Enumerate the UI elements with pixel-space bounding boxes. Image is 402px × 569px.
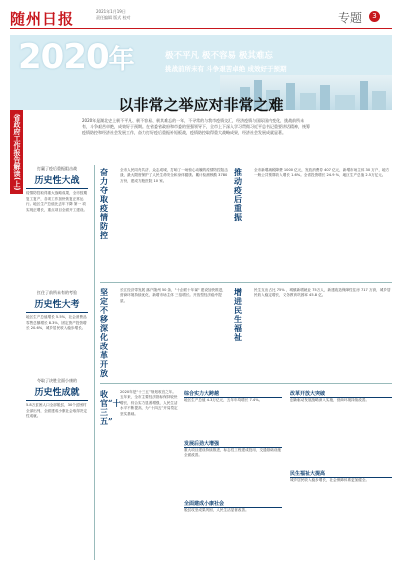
divider [26, 400, 88, 401]
panel-text: 全市人民同舟共济、众志成城，打响了一场惊心动魄的疫情防控阻击战，最大限度保护了人民生命安全和身体健康。累计检测核酸 3780万份，建成方舱医院 10 家。 [120, 168, 228, 183]
box-title: 改革开放大突破 [290, 391, 326, 397]
nav-section-text: 5.8万贫困人口全部脱贫，30个贫困村全部出列，全面建成小康社会取得决定性成就。 [26, 403, 88, 419]
panel-title: 奋力夺取疫情防控 [100, 167, 108, 240]
banner-year-number: 2020 [18, 37, 109, 77]
panel-title: 收官“十三五” [100, 389, 121, 426]
panel-text: 全市新增减税降费 1000 亿元，发放消费券 407 亿元，新增市场主体 30 万户，地方一般公共预算收入增长 1.6%。全省投资增长 24.9 %，地区生产总值 2.5万亿元。 [254, 168, 390, 178]
panel-title: 增进民生福祉 [234, 287, 242, 342]
box-welfare [290, 470, 392, 483]
box-text: 城乡居民收入稳步增长，社会保障体系更加健全。 [290, 478, 370, 482]
row-divider [100, 282, 392, 283]
divider [26, 312, 88, 313]
masthead-editors: 责任编辑 版式 校对 [96, 15, 131, 20]
box-strength [184, 390, 282, 403]
column-divider [94, 165, 95, 560]
nav-section-head: 扛住了前所未有的考验 [37, 290, 77, 295]
divider [26, 188, 88, 189]
panel-text: 民生支出占比 75% ，城镇新增就业 75万人，新建改造保障性住房 717 万套，城乡居民收入稳定增长，义务教育巩固率 45.8 亿。 [254, 288, 391, 298]
nav-section-title: 历史性成就 [34, 388, 80, 398]
masthead-meta [96, 9, 266, 21]
row-divider [100, 383, 392, 384]
nav-section-2 [26, 290, 88, 332]
panel-recovery [234, 168, 392, 278]
panel-text: 2020年是“十三五”规划收官之年。五年来，全市主要经济指标保持较快增长，综合实力显著增强，人民生活水平不断提高，为“十四五”开局奠定坚实基础。 [120, 390, 178, 416]
nav-section-title: 历史性大考 [34, 300, 80, 310]
panel-epidemic-control [100, 168, 228, 278]
nav-section-1 [26, 166, 88, 213]
panel-13th-plan [100, 390, 178, 560]
banner-year-suffix: 年 [108, 45, 134, 75]
side-label [10, 110, 23, 194]
nav-section-text: 地区生产总值增长 5.5%，社会消费品零售总额增长 8.3%，固定资产投资增长 20.6%，城乡居民收入稳步增长。 [26, 315, 87, 331]
panel-livelihood [234, 288, 392, 378]
nav-section-3 [26, 378, 88, 420]
box-title: 民生福祉大提高 [290, 471, 326, 477]
intro-paragraph: 2020年是湖北史上极不平凡、极不容易、极其难忘的一年，不寻常的与我市疫情交汇，经济疫情与国际国内变化，挑战前所未有，斗争艰苦卓绝，成效好于预期。在省委省政府和市委的坚强领导下，全市上下深入学习贯彻习近平总书记重要讲话精神，统筹疫情防控和经济社会发展工作，奋力打好疫后重振补短板战，疫情防控取得重大战略成果，经济社会发展成就显著。 [82, 118, 310, 135]
panel-title: 推动疫后重振 [234, 167, 242, 222]
newspaper-logo: 随州日报 [10, 10, 75, 28]
panel-text: 长江经济带发展 落户随州 50 条，"十企联十年谋" 建设加快推进，营商环境持续优化，新增市场主体 三倍增长。开放型经济稳中提质。 [120, 288, 226, 303]
panel-title: 坚定不移深化改革开放 [100, 287, 108, 378]
box-text: 重大项目建设持续推进，标志性工程建成投用，交通基础设施全面改善。 [184, 448, 282, 458]
side-label-text: 省政府工作报告解读(上) [13, 114, 21, 191]
box-text: 地区生产总值 4.3万亿元，五年年均增长 7.4%。 [184, 398, 263, 402]
section-name: 专题 [337, 11, 362, 25]
box-prosperity [184, 500, 282, 513]
nav-section-head: 打赢了疫后重振阻击战 [37, 166, 77, 171]
box-reform [290, 390, 392, 403]
nav-section-title: 历史性大战 [34, 176, 80, 186]
box-text: 创新驱动发展战略深入实施，营商环境持续改善。 [290, 398, 370, 402]
masthead-date: 2021年1月19日 [96, 9, 126, 14]
page-title: 以非常之举应对非常之难 [118, 96, 284, 114]
box-momentum [184, 440, 282, 459]
box-text: 脱贫攻坚成果巩固，人民生活显著改善。 [184, 508, 249, 512]
box-title: 发展后劲大增强 [184, 441, 220, 447]
page-number-badge: 3 [369, 11, 380, 22]
masthead [10, 6, 392, 29]
banner-slogan-1: 极不平凡 极不容易 极其难忘 [165, 51, 273, 61]
box-title: 全面建成小康社会 [184, 501, 225, 507]
panel-reform [100, 288, 228, 378]
banner-slogan-2: 挑战前所未有 斗争艰苦卓绝 成效好于预期 [165, 65, 287, 73]
nav-section-head: 夺取了决胜全面小康的 [37, 378, 77, 383]
banner-year [18, 37, 134, 77]
box-title: 综合实力大跨越 [184, 391, 220, 397]
nav-section-text: 疫情防控取得重大战略成果，全市按期复工复产，各项工作加快恢复正常运行。地区生产总值比去年下降 第一 项实现正增长，重点项目全面开工建设。 [26, 191, 88, 212]
